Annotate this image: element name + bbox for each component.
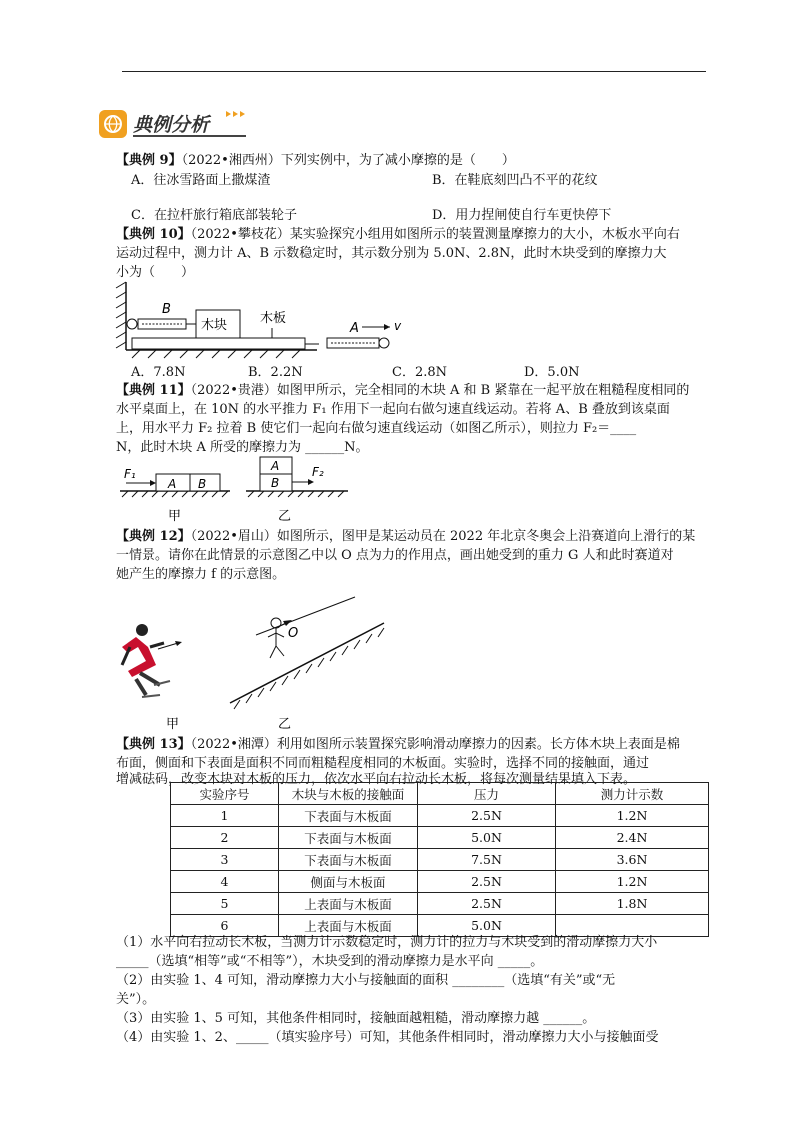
q11-line2: 水平桌面上，在 10N 的水平推力 F₁ 作用下一起向右做匀速直线运动。若将 A、B 叠放到该桌面 xyxy=(116,402,670,417)
q13-data-table xyxy=(170,782,709,937)
q13-sub2: （2）由实验 1、4 可知，滑动摩擦力大小与接触面的面积 ________（选填“有关”或“无 xyxy=(116,973,616,988)
q13-sub2b: 关”）。 xyxy=(116,992,156,1007)
svg-text:乙: 乙 xyxy=(278,717,292,732)
q11-figure xyxy=(118,452,358,524)
table-row: 2 下表面与木板面 5.0N 2.4N xyxy=(171,827,709,849)
svg-text:甲: 甲 xyxy=(168,509,182,524)
svg-text:A: A xyxy=(271,459,280,473)
q9-title: 【典例 9】 xyxy=(116,153,182,168)
q13-line1: 【典例 13】（2022•湘潭）利用如图所示装置探究影响滑动摩擦力的因素。长方体木块上表面是棉 xyxy=(116,737,680,752)
q9-option-d: D．用力捏闸使自行车更快停下 xyxy=(432,208,612,223)
q10-option-a: A．7.8N xyxy=(131,365,186,380)
svg-text:乙: 乙 xyxy=(278,509,292,524)
q9-stem: 【典例 9】（2022•湘西州）下列实例中，为了减小摩擦的是（ ） xyxy=(116,153,515,168)
q13-sub1b: _____（选填“相等”或“不相等”），木块受到的滑动摩擦力是水平向 _____。 xyxy=(116,954,544,969)
section-label: 典例分析 xyxy=(133,114,210,136)
table-row: 3 下表面与木板面 7.5N 3.6N xyxy=(171,849,709,871)
q11-line3: 上，用水平力 F₂ 拉着 B 使它们一起向右做匀速直线运动（如图乙所示），则拉力 F₂＝____ xyxy=(116,421,637,436)
q13-line2: 布面，侧面和下表面是面积不同而粗糙程度相同的木板面。实验时，选择不同的接触面，通过 xyxy=(116,756,650,771)
header-rule xyxy=(122,71,706,72)
svg-text:v: v xyxy=(394,319,402,333)
q11-line1: 【典例 11】（2022•贵港）如图甲所示，完全相同的木块 A 和 B 紧靠在一起平放在粗糙程度相同的 xyxy=(116,383,690,398)
svg-text:B: B xyxy=(162,302,171,317)
svg-text:木板: 木板 xyxy=(260,311,287,326)
q12-line1: 【典例 12】（2022•眉山）如图所示，图甲是某运动员在 2022 年北京冬奥会上沿赛道向上滑行的某 xyxy=(116,529,696,544)
table-row: 5 上表面与木板面 2.5N 1.8N xyxy=(171,893,709,915)
q12-line2: 一情景。请你在此情景的示意图乙中以 O 点为力的作用点，画出她受到的重力 G 人和此时赛道对 xyxy=(116,548,674,563)
section-badge xyxy=(96,108,256,140)
svg-text:B: B xyxy=(271,476,280,490)
svg-text:F₁: F₁ xyxy=(124,467,136,481)
q10-option-c: C．2.8N xyxy=(392,365,447,380)
svg-text:A: A xyxy=(350,321,359,336)
q12-line3: 她产生的摩擦力 f 的示意图。 xyxy=(116,567,286,582)
table-row: 4 侧面与木板面 2.5N 1.2N xyxy=(171,871,709,893)
q10-option-d: D．5.0N xyxy=(524,365,580,380)
skater-photo xyxy=(122,624,182,697)
svg-text:B: B xyxy=(198,477,207,491)
board xyxy=(132,338,305,349)
q9-option-b: B．在鞋底刻凹凸不平的花纹 xyxy=(432,173,598,188)
q13-sub4: （4）由实验 1、2、_____（填实验序号）可知，其他条件相同时，滑动摩擦力大小与接触面受 xyxy=(116,1030,659,1045)
q11-line4: N，此时木块 A 所受的摩擦力为 ______N。 xyxy=(116,440,369,455)
arrows-icon xyxy=(226,111,245,117)
q10-figure xyxy=(112,280,422,360)
q10-line3: 小为（ ） xyxy=(116,265,195,280)
q10-line2: 运动过程中，测力计 A、B 示数稳定时，其示数分别为 5.0N、2.8N，此时木块受到的摩擦力大 xyxy=(116,246,667,261)
q13-sub1: （1）水平向右拉动长木板，当测力计示数稳定时，测力计的拉力与木块受到的滑动摩擦力大小 xyxy=(116,935,658,950)
q13-line3: 增减砝码，改变木块对木板的压力，依次水平向右拉动长木板，将每次测量结果填入下表。 xyxy=(116,772,637,787)
svg-text:F₂: F₂ xyxy=(312,465,324,479)
table-header-row: 实验序号 木块与木板的接触面 压力 测力计示数 xyxy=(171,783,709,805)
q10-option-b: B．2.2N xyxy=(248,365,303,380)
svg-text:O: O xyxy=(288,626,299,641)
q12-figure xyxy=(110,585,400,733)
table-row: 1 下表面与木板面 2.5N 1.2N xyxy=(171,805,709,827)
q9-option-c: C．在拉杆旅行箱底部装轮子 xyxy=(131,208,297,223)
svg-text:甲: 甲 xyxy=(166,717,180,732)
q9-option-a: A．往冰雪路面上撒煤渣 xyxy=(131,173,271,188)
q13-sub3: （3）由实验 1、5 可知，其他条件相同时，接触面越粗糙，滑动摩擦力越 ______。 xyxy=(116,1011,596,1026)
table-row: 6 上表面与木板面 5.0N xyxy=(171,915,709,937)
svg-text:A: A xyxy=(168,477,177,491)
svg-text:木块: 木块 xyxy=(201,318,228,333)
q10-line1: 【典例 10】（2022•攀枝花）某实验探究小组用如图所示的装置测量摩擦力的大小，木板水平向右 xyxy=(116,227,680,242)
